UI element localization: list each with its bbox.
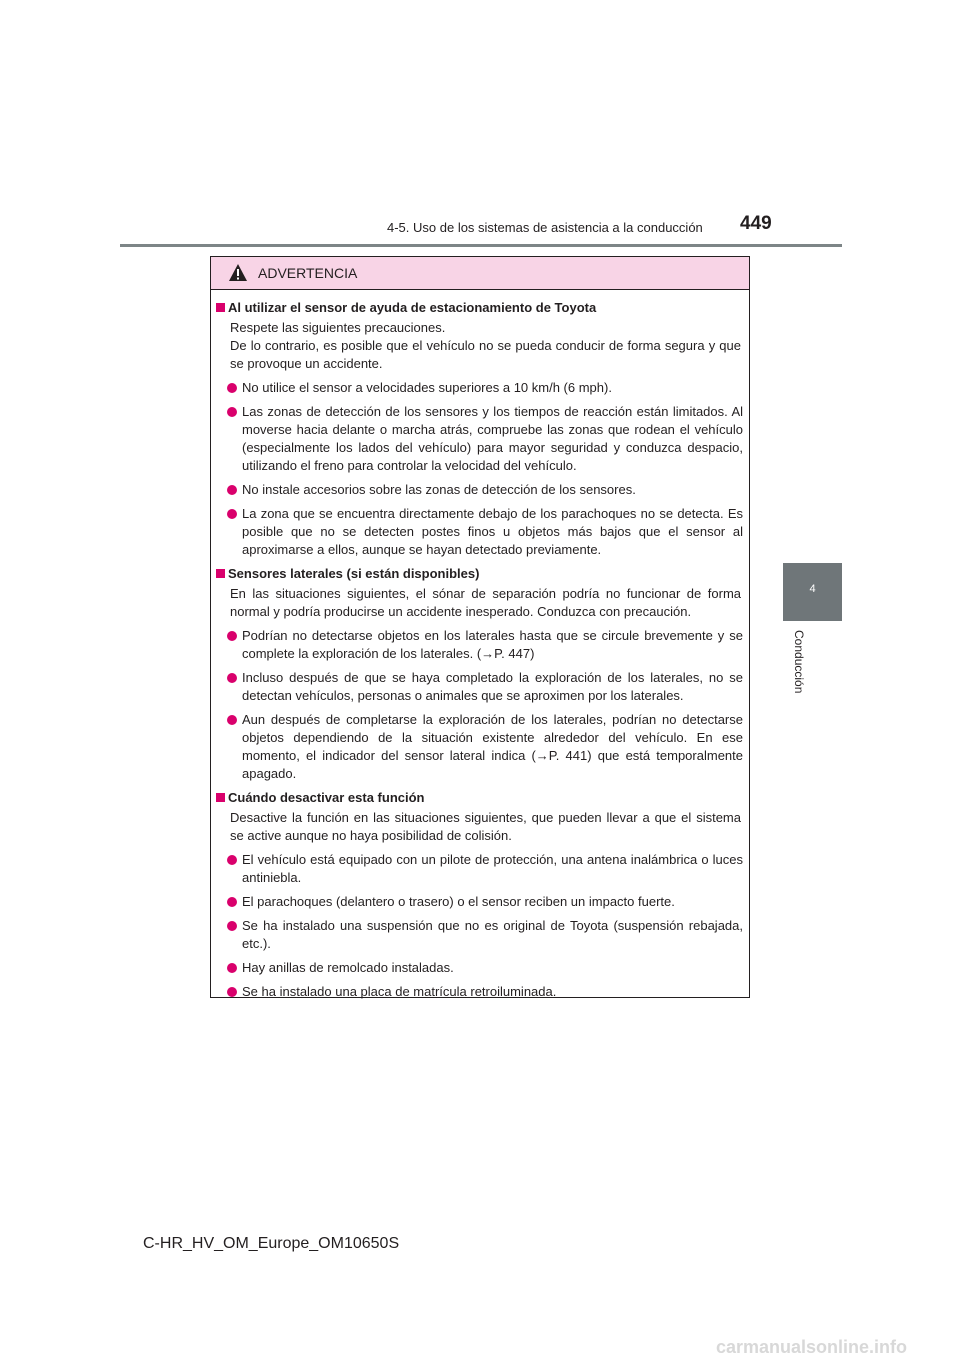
bullet-dot-icon [227, 855, 237, 865]
bullet-item [211, 505, 749, 559]
paragraph-line: De lo contrario, es posible que el vehículo no se pueda conducir de forma segura y que se provoque un accidente. [230, 338, 741, 371]
chapter-title-vertical [792, 630, 823, 720]
bullet-dot-icon [227, 921, 237, 931]
section-heading [211, 299, 749, 317]
bullet-text: No utilice el sensor a velocidades superiores a 10 km/h (6 mph). [242, 380, 612, 395]
warning-box [210, 256, 750, 998]
section-heading [211, 789, 749, 807]
bullet-text: La zona que se encuentra directamente debajo de los parachoques no se detecta. Es posible que no se detecten postes finos u objetos más bajos que el sensor al aproximarse a ellos, aunque se hayan detectado previamente. [242, 506, 743, 557]
bullet-text: El vehículo está equipado con un pilote de protección, una antena inalámbrica o luces antiniebla. [242, 852, 743, 885]
bullet-text: Incluso después de que se haya completado la exploración de los laterales, no se detectan vehículos, personas o animales que se aproximen por los laterales. [242, 670, 743, 703]
document-code: C-HR_HV_OM_Europe_OM10650S [143, 1235, 400, 1252]
bullet-text: Las zonas de detección de los sensores y los tiempos de reacción están limitados. Al moverse hacia delante o marcha atrás, compruebe las zonas que rodean el vehículo (especialmente los lados del vehículo) para mayor seguridad y conduzca despacio, utilizando el freno para controlar la velocidad del vehículo. [242, 404, 743, 473]
warning-triangle-icon [228, 263, 248, 283]
bullet-item [211, 669, 749, 705]
bullet-dot-icon [227, 383, 237, 393]
bullet-text: No instale accesorios sobre las zonas de detección de los sensores. [242, 482, 636, 497]
section-square-icon [216, 793, 225, 802]
page-number: 449 [740, 213, 772, 234]
bullet-text: Podrían no detectarse objetos en los laterales hasta que se circule brevemente y se complete la exploración de los laterales. (→P. 447) [242, 628, 743, 661]
bullet-item [211, 711, 749, 783]
bullet-text: El parachoques (delantero o trasero) o el sensor reciben un impacto fuerte. [242, 894, 675, 909]
bullet-dot-icon [227, 963, 237, 973]
section-paragraph [211, 809, 749, 845]
bullet-dot-icon [227, 715, 237, 725]
bullet-item [211, 481, 749, 499]
header-rule [120, 244, 842, 247]
section-heading-text: Cuándo desactivar esta función [228, 790, 425, 805]
section-square-icon [216, 303, 225, 312]
paragraph-line: Respete las siguientes precauciones. [230, 320, 446, 335]
warning-title: ADVERTENCIA [258, 265, 358, 281]
section-paragraph [211, 319, 749, 373]
watermark: carmanualsonline.info [716, 1337, 908, 1357]
warning-header [211, 257, 749, 290]
section-heading-text: Al utilizar el sensor de ayuda de estacionamiento de Toyota [228, 300, 597, 315]
bullet-item [211, 627, 749, 663]
bullet-item [211, 983, 749, 1001]
paragraph-line: En las situaciones siguientes, el sónar de separación podría no funcionar de forma normal y podría producirse un accidente inesperado. Conduzca con precaución. [230, 586, 741, 619]
bullet-text: Aun después de completarse la exploración de los laterales, podrían no detectarse objetos dependiendo de la situación existente alrededor del vehículo. En ese momento, el indicador del sensor lateral indica (→P. 441) que está temporalmente apagado. [242, 712, 743, 781]
bullet-text: Se ha instalado una suspensión que no es original de Toyota (suspensión rebajada, etc.). [242, 918, 743, 951]
warning-content [211, 299, 749, 1007]
bullet-dot-icon [227, 509, 237, 519]
paragraph-line: Desactive la función en las situaciones siguientes, que pueden llevar a que el sistema se active aunque no haya posibilidad de colisión. [230, 810, 741, 843]
bullet-item [211, 959, 749, 977]
section-paragraph [211, 585, 749, 621]
bullet-dot-icon [227, 987, 237, 997]
section-square-icon [216, 569, 225, 578]
section-heading-text: Sensores laterales (si están disponibles) [228, 566, 480, 581]
running-header-section: 4-5. Uso de los sistemas de asistencia a la conducción [387, 220, 703, 235]
section-heading [211, 565, 749, 583]
bullet-item [211, 379, 749, 397]
bullet-item [211, 917, 749, 953]
bullet-item [211, 851, 749, 887]
bullet-dot-icon [227, 407, 237, 417]
chapter-tab [783, 563, 842, 621]
bullet-item [211, 893, 749, 911]
bullet-item [211, 403, 749, 475]
bullet-dot-icon [227, 897, 237, 907]
chapter-number: 4 [809, 583, 816, 595]
chapter-title: Conducción [792, 630, 806, 694]
bullet-dot-icon [227, 631, 237, 641]
bullet-text: Hay anillas de remolcado instaladas. [242, 960, 454, 975]
bullet-text: Se ha instalado una placa de matrícula retroiluminada. [242, 984, 557, 999]
bullet-dot-icon [227, 673, 237, 683]
bullet-dot-icon [227, 485, 237, 495]
